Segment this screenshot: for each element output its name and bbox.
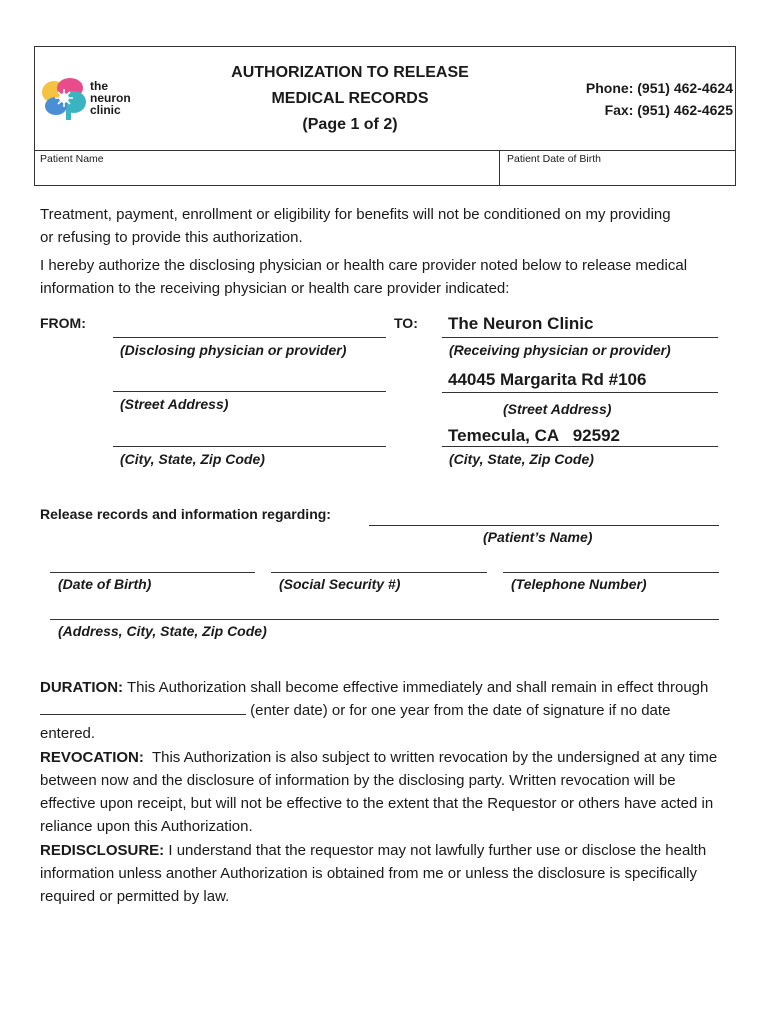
to-street-value: 44045 Margarita Rd #106 [448,370,647,389]
form-title [200,60,500,138]
release-patient-name-line[interactable] [369,525,719,526]
from-city-line[interactable] [113,446,386,447]
release-dob-caption: (Date of Birth) [58,576,152,592]
redisclosure-paragraph [40,839,728,908]
release-address-caption: (Address, City, State, Zip Code) [58,623,267,639]
to-city-line[interactable] [442,446,718,447]
duration-text-after: (enter date) or for one year from the date of signature if no date entered. [40,702,671,742]
release-address-line[interactable] [50,619,719,620]
to-provider-line[interactable] [442,337,718,338]
phone-number: Phone: (951) 462-4624 [585,80,733,96]
title-line-2: MEDICAL RECORDS [271,90,429,107]
release-label: Release records and information regarding: [40,506,331,522]
from-label: FROM: [40,315,86,331]
to-label: TO: [394,315,418,331]
brain-logo-icon [40,76,88,122]
release-patient-name-caption: (Patient’s Name) [483,529,593,545]
contact-info [500,77,733,121]
from-street-caption: (Street Address) [120,396,229,412]
release-ssn-caption: (Social Security #) [279,576,401,592]
logo-text-neuron: neuron [90,91,131,105]
duration-date-blank[interactable] [40,700,246,715]
from-provider-line[interactable] [113,337,386,338]
from-city-caption: (City, State, Zip Code) [120,451,265,467]
redisclosure-heading: REDISCLOSURE: [40,842,165,859]
revocation-paragraph [40,746,720,838]
logo-text-the: the [90,79,108,93]
intro-paragraph-1: Treatment, payment, enrollment or eligibility for benefits will not be conditioned on my providing or refusing to provide this authorization. [40,206,671,246]
to-provider-value: The Neuron Clinic [448,314,594,333]
release-phone-caption: (Telephone Number) [511,576,647,592]
fax-number: Fax: (951) 462-4625 [604,102,733,118]
duration-heading: DURATION: [40,679,124,696]
to-street-caption: (Street Address) [503,401,612,417]
revocation-text: This Authorization is also subject to written revocation by the undersigned at any time between now and the disclosure of information by the disclosing party. Written revocation will be effective upon receipt, but will not be effective to the extent that the Requestor or others have acted in reliance upon this Authorization. [40,749,722,835]
patient-name-label: Patient Name [40,153,104,165]
release-dob-line[interactable] [50,572,255,573]
header-vertical-divider [499,150,500,186]
patient-dob-field[interactable] [502,166,732,184]
patient-dob-label: Patient Date of Birth [507,153,601,165]
duration-paragraph [40,676,720,745]
duration-text-before: This Authorization shall become effective immediately and shall remain in effect through [123,679,709,696]
to-provider-caption: (Receiving physician or provider) [449,342,671,358]
to-city-value: Temecula, CA 92592 [448,426,620,445]
clinic-logo [40,76,140,122]
release-ssn-line[interactable] [271,572,487,573]
patient-name-field[interactable] [36,166,496,184]
intro-paragraph-2: I hereby authorize the disclosing physician or health care provider noted below to release medical information to the receiving physician or health care provider indicated: [40,257,688,297]
redisclosure-text: I understand that the requestor may not lawfully further use or disclose the health information unless another Authorization is obtained from me or unless the disclosure is specifically required or permitted by law. [40,842,707,905]
title-line-3: (Page 1 of 2) [302,116,398,133]
header-divider [34,150,736,151]
logo-text-clinic: clinic [90,103,121,117]
revocation-heading: REVOCATION: [40,749,144,766]
to-street-line[interactable] [442,392,718,393]
release-phone-line[interactable] [503,572,719,573]
from-street-line[interactable] [113,391,386,392]
title-line-1: AUTHORIZATION TO RELEASE [231,64,469,81]
from-provider-caption: (Disclosing physician or provider) [120,342,347,358]
to-city-caption: (City, State, Zip Code) [449,451,594,467]
